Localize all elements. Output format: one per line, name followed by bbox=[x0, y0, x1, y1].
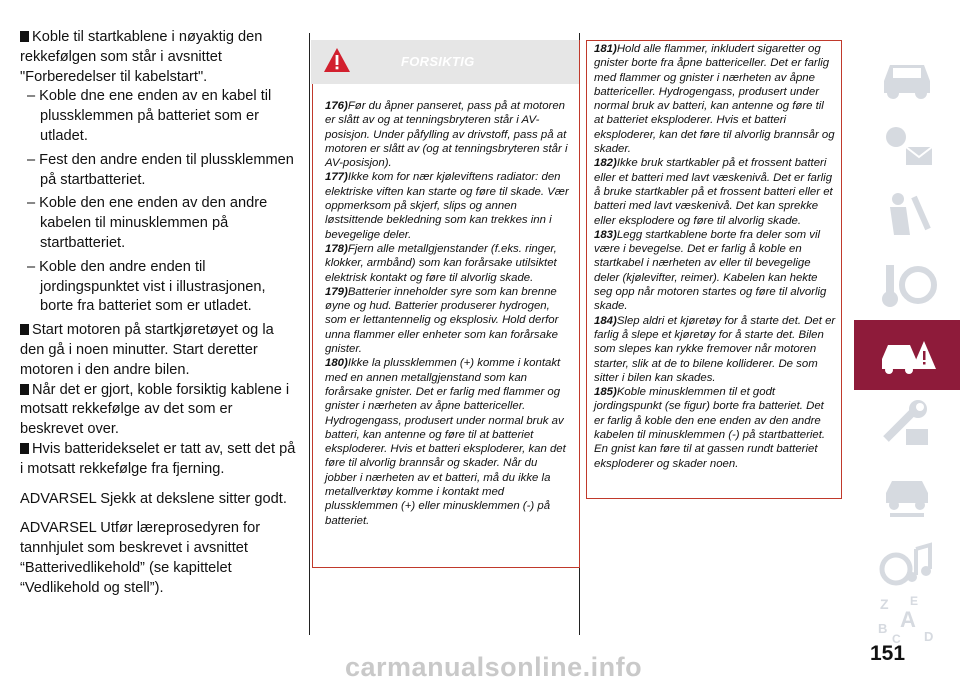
caution-item: 181)Hold alle flammer, inkludert sigaretter og gnister borte fra åpne battericeller. Det er farlig med flammer og gnister i nærheten av åpne battericeller. Hydrogengass, produsert under normal bruk av batteri, kan antenne og føre til at batteriet eksploderer. Hvis et batteri eksploderer, kan det føre til alvorlig brannsår og skader. bbox=[594, 43, 835, 156]
tab-emergency-active[interactable] bbox=[854, 320, 960, 390]
tab-technical-data[interactable] bbox=[854, 460, 960, 530]
paragraph-connect-cables: Koble til startkablene i nøyaktig den rekkefølgen som står i avsnittet "Forberedelser til kabelstart". bbox=[20, 29, 263, 85]
step-item: – Koble den andre enden til jordingspunktet vist i illustrasjonen, borte fra batteriet som er utladet. bbox=[27, 258, 266, 315]
wrench-icon bbox=[876, 399, 938, 451]
step-item: – Koble dne ene enden av en kabel til plussklemmen på batteriet som er utladet. bbox=[27, 88, 272, 144]
advarsel-learning: ADVARSEL Utfør læreprosedyren for tannhjulet som beskrevet i avsnittet “Batterivedlikehold” (se kapittelet “Vedlikehold og stell”). bbox=[20, 520, 261, 596]
chapter-sidebar bbox=[846, 22, 960, 656]
caution-item: 177)Ikke kom for nær kjøleviftens radiator: den elektriske viften kan starte og føre til skade. Vær oppmerksom på skjerf, slips og annen løstsittende bekledning som kan trekkes inn i bevegelige deler. bbox=[325, 171, 569, 241]
bullet-icon bbox=[20, 384, 29, 395]
bullet-icon bbox=[20, 31, 29, 42]
caution-header bbox=[311, 40, 579, 84]
caution-item: 179)Batterier inneholder syre som kan brenne øyne og hud. Batterier produserer hydrogen, som er lettantennelig og eksplosiv. Hold derfor unna flammer eller enheter som kan forårsake gnister. bbox=[325, 285, 559, 356]
svg-text:E: E bbox=[910, 594, 919, 608]
caution-item: 180)Ikke la plussklemmen (+) komme i kontakt med en annen metallgjenstand som kan forårsake gnister. Det er farlig med flammer og gnister i nærheten av åpne battericeller. Hydrogengass, produsert under normal bruk av batteri, kan antenne og føre til at batteriet eksploderer. Hvis et batteri eksploderer, kan det føre til alvorlig brannsår og skader. Når du jobber i nærheten av et batteri, må du ikke la metallverktøy komme i kontakt med plussklemmen (+) eller minusklemmen (-) på batteriet. bbox=[325, 357, 566, 527]
warning-lights-icon bbox=[876, 119, 938, 171]
caution-item: 182)Ikke bruk startkabler på et frossent batteri eller et batteri med lavt væskenivå. Det er farlig å bruke startkabler på et frossent batteri eller et batteri med lavt væskenivå. Det kan sprekke eller eksplodere og føre til alvorlig skade. bbox=[594, 157, 833, 227]
svg-text:Z: Z bbox=[880, 596, 889, 612]
airbag-icon bbox=[876, 189, 938, 241]
tab-dashboard[interactable] bbox=[854, 40, 960, 110]
column-divider bbox=[309, 33, 310, 635]
car-lift-icon bbox=[876, 469, 938, 521]
advarsel-covers: ADVARSEL Sjekk at dekslene sitter godt. bbox=[20, 490, 287, 507]
index-icon bbox=[876, 593, 938, 645]
paragraph-battery-cover: Hvis batteridekselet er tatt av, sett det på i motsatt rekkefølge fra fjerning. bbox=[20, 440, 296, 477]
caution-item: 183)Legg startkablene borte fra deler som vil være i bevegelse. Det er farlig å koble en startkabel i nærheten av eller til bevegelige deler (kjølevifter, reimer). Kabelen kan hekte seg opp når motoren startes og føre til alvorlig skade. bbox=[594, 228, 827, 313]
caution-list-continued bbox=[594, 42, 836, 471]
paragraph-start-engine: Start motoren på startkjøretøyet og la den gå i noen minutter. Start deretter motoren i den andre bilen. bbox=[20, 322, 274, 378]
svg-text:D: D bbox=[924, 629, 934, 644]
tab-warning-lights[interactable] bbox=[854, 110, 960, 180]
step-item: – Fest den andre enden til plussklemmen på startbatteriet. bbox=[27, 151, 294, 188]
caution-item: 185)Koble minusklemmen til et godt jordingspunkt (se figur) borte fra batteriet. Det er farlig å koble den ene enden av den andre kabelen til minusklemmen (-) på startbatteriet. En gnist kan føre til at gassen rundt batteriet eksploderer og skader noen. bbox=[594, 386, 826, 470]
page-number: 151 bbox=[870, 642, 906, 665]
caution-title: FORSIKTIG bbox=[401, 54, 475, 69]
tab-maintenance[interactable] bbox=[854, 390, 960, 460]
bullet-icon bbox=[20, 324, 29, 335]
svg-text:C: C bbox=[892, 632, 901, 645]
caution-item: 176)Før du åpner panseret, pass på at motoren er slått av og at tenningsbryteren står i AV-posisjon. Under påfylling av drivstoff, pass på at motoren er slått av (og at tenningsbryteren står i AV-posisjon). bbox=[325, 100, 568, 170]
caution-item: 184)Slep aldri et kjøretøy for å starte det. Det er farlig å slepe et kjøretøy for å starte det. Bilen som slepes kan rykke fremover når motoren starter, slik at de to bilene kolliderer. De som sitter i bilen kan skades. bbox=[594, 314, 836, 384]
bullet-icon bbox=[20, 443, 29, 454]
caution-list bbox=[325, 99, 571, 528]
key-steering-icon bbox=[876, 259, 938, 311]
warning-triangle-icon bbox=[323, 47, 351, 73]
emergency-icon bbox=[876, 329, 938, 381]
caution-item: 178)Fjern alle metallgjenstander (f.eks. ringer, klokker, armbånd) som kan forårsake utilsiktet elektrisk kontakt og føre til alvorlig skade. bbox=[325, 242, 557, 284]
paragraph-disconnect: Når det er gjort, koble forsiktig kablene i motsatt rekkefølge av det som er beskrevet over. bbox=[20, 381, 290, 438]
tab-safety[interactable] bbox=[854, 180, 960, 250]
svg-text:B: B bbox=[878, 621, 888, 636]
watermark: carmanualsonline.info bbox=[345, 652, 643, 682]
tab-starting-driving[interactable] bbox=[854, 250, 960, 320]
car-icon bbox=[876, 49, 938, 101]
svg-text:A: A bbox=[900, 607, 916, 632]
left-column bbox=[20, 28, 296, 599]
step-item: – Koble den ene enden av den andre kabelen til minusklemmen på startbatteriet. bbox=[27, 195, 268, 251]
